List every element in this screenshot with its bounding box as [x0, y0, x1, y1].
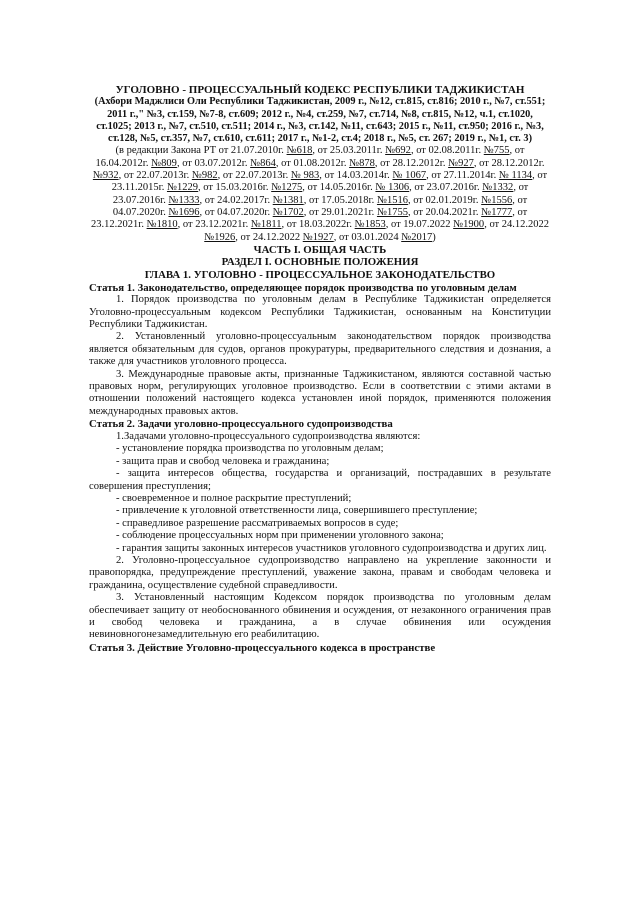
amendment-law-link[interactable]: №1810	[146, 219, 178, 231]
article-paragraph: 3. Международные правовые акты, признанные Таджикистаном, являются составной частью правовых норм, регулирующих уголовное производство. Если в соответствии с этими актами в отношении положений настоящего кодекса установлен иной порядок, применяются положения международных правовых актов.	[89, 368, 551, 417]
amendment-date: от 03.01.2024	[336, 231, 402, 243]
chapter-heading: ГЛАВА 1. УГОЛОВНО - ПРОЦЕССУАЛЬНОЕ ЗАКОНОДАТЕЛЬСТВО	[144, 269, 496, 282]
amendment-date: от 19.07.2022	[388, 219, 454, 231]
amendment-law-link[interactable]: №809	[151, 157, 177, 169]
amendment-date: от 04.07.2020г.	[202, 206, 273, 218]
amendment-date: от 24.12.2022	[237, 231, 303, 243]
amendment-law-link[interactable]: №2017	[401, 231, 433, 243]
amendment-law-link[interactable]: № 983	[290, 170, 320, 182]
amendment-date: от 24.02.2017г.	[202, 194, 273, 206]
amendment-law-link[interactable]: №1516	[376, 194, 408, 206]
amendment-law-link[interactable]: №755	[483, 145, 510, 157]
article-heading: Статья 3. Действие Уголовно-процессуального кодекса в пространстве	[89, 641, 436, 654]
amendment-date: от 22.07.2013г.	[220, 170, 291, 182]
amendment-law-link[interactable]: №1702	[272, 206, 304, 218]
amendment-law-link[interactable]: № 1306	[375, 182, 410, 194]
article-paragraph: 1. Порядок производства по уголовным делам в Республике Таджикистан определяется Уголовно-процессуальным кодексом Республики Таджикистан, основанным на Конституции Республики Таджикистан.	[89, 294, 551, 331]
amendment-date: от 17.05.2018г.	[306, 194, 377, 206]
amendment-date: от 02.01.2019г.	[410, 194, 482, 206]
amendment-items: от 21.07.2010г. №618, от 25.03.2011г. №692, от 02.08.2011г. №755, от 16.04.2012г. №809, от 03.07.2012г. №864, от 01.08.2012г. №878, от 28.12.2012г. №927, от 28.12.2012г. №932, от 22.07.2013г. №982, от 22.07.2013г. № 983, от 14.03.2014г. № 1067, от 27.11.2014г. № 1134, от 23.11.2015г. №1229, от 15.03.2016г. №1275, от 14.05.2016г. № 1306, от 23.07.2016г. №1332, от 23.07.2016г. №1333, от 24.02.2017г. №1381, от 17.05.2018г. №1516, от 02.01.2019г. №1556, от 04.07.2020г. №1696, от 04.07.2020г. №1702, от 29.01.2021г. №1755, от 20.04.2021г. №1777, от 23.12.2021г. №1810, от 23.12.2021г. №1811, от 18.03.2022г. №1853, от 19.07.2022 №1900, от 24.12.2022 №1926, от 24.12.2022 №1927, от 03.01.2024 №2017	[90, 145, 550, 243]
article-heading: Статья 1. Законодательство, определяющее порядок производства по уголовным делам	[89, 281, 517, 294]
article-3	[89, 642, 551, 655]
amendment-date: от 23.12.2021г.	[180, 219, 251, 231]
amendments-prefix: (в редакции Закона РТ	[115, 145, 216, 157]
amendment-date: от 01.08.2012г.	[278, 157, 350, 169]
amendment-date: от 23.12.2021г.	[90, 206, 528, 231]
amendment-date: от 29.01.2021г.	[306, 206, 377, 218]
amendment-date: от 20.04.2021г.	[410, 206, 482, 218]
amendment-law-link[interactable]: №1811	[250, 219, 282, 231]
list-item: - справедливое разрешение рассматриваемых вопросов в суде;	[116, 517, 399, 529]
amendment-date: от 02.08.2011г.	[413, 145, 484, 157]
article-heading: Статья 2. Задачи уголовно-процессуального судопроизводства	[89, 418, 393, 431]
amendment-law-link[interactable]: № 1067	[392, 170, 427, 182]
amendment-law-link[interactable]: №1926	[204, 231, 236, 243]
amendment-date: от 23.07.2016г.	[112, 182, 529, 206]
amendment-law-link[interactable]: №1696	[168, 206, 200, 218]
amendment-date: от 03.07.2012г.	[179, 157, 251, 169]
amendment-date: от 14.05.2016г.	[304, 182, 376, 194]
amendment-law-link[interactable]: №864	[250, 157, 276, 169]
amendment-law-link[interactable]: №878	[349, 157, 375, 169]
publication-references: (Ахбори Маджлиси Оли Республики Таджикистан, 2009 г., №12, ст.815, ст.816; 2010 г., №7, ст.551; 2011 г.," №3, ст.159, №7-8, ст.609; 2012 г., №4, ст.259, №7, ст.714, №8, ст.815, №12, ч.1, ст.1020, ст.1025; 2013 г., №7, ст.510, ст.511; 2014 г., №3, ст.142, №11, ст.643; 2015 г., №11, ст.950; 2016 г., №3, ст.128, №5, ст.357, №7, ст.610, ст.611; 2017 г., №1-2, ст.4; 2018 г., №5, ст. 267; 2019 г., №1, ст. 3)	[94, 96, 546, 145]
document-title: УГОЛОВНО - ПРОЦЕССУАЛЬНЫЙ КОДЕКС РЕСПУБЛИКИ ТАДЖИКИСТАН	[115, 84, 525, 96]
amendment-date: от 28.12.2012г.	[377, 157, 449, 169]
article-paragraph: 1.Задачами уголовно-процессуального судопроизводства являются:	[116, 430, 421, 442]
amendment-law-link[interactable]: №1927	[302, 231, 334, 243]
list-item: - защита интересов общества, государства и организаций, пострадавших в результате совершения преступления;	[89, 468, 551, 492]
list-item: - своевременное и полное раскрытие преступлений;	[116, 492, 352, 504]
amendment-date: от 15.03.2016г.	[200, 182, 272, 194]
list-item: - соблюдение процессуальных норм при применении уголовного закона;	[116, 530, 444, 542]
article-paragraph: 2. Установленный уголовно-процессуальным законодательством порядок производства является обязательным для судов, органов прокуратуры, предварительного следствия и дознания, а также для участников уголовного процесса.	[89, 331, 551, 368]
amendment-date: от 21.07.2010г.	[218, 145, 287, 157]
amendment-law-link[interactable]: №1275	[271, 182, 303, 194]
list-item: - установление порядка производства по уголовным делам;	[116, 443, 384, 455]
list-item: - гарантия защиты законных интересов участников уголовного судопроизводства и других лиц.	[116, 542, 547, 554]
amendment-law-link[interactable]: №1556	[481, 194, 513, 206]
amendment-date: от 22.07.2013г.	[121, 170, 192, 182]
amendment-law-link[interactable]: №1853	[354, 219, 386, 231]
amendment-law-link[interactable]: № 1134	[498, 170, 533, 182]
amendment-date: от 18.03.2022г.	[284, 219, 355, 231]
amendments-suffix: )	[432, 231, 436, 243]
amendment-date: от 25.03.2011г.	[314, 145, 386, 157]
amendment-law-link[interactable]: №692	[385, 145, 411, 157]
document-page	[89, 84, 551, 654]
article-1	[89, 282, 551, 419]
amendment-law-link[interactable]: №1229	[166, 182, 198, 194]
amendment-date: от 23.07.2016г.	[411, 182, 483, 194]
article-paragraph: 3. Установленный настоящим Кодексом порядок производства по уголовным делам обеспечивает защиту от необоснованного обвинения и осуждения, от незаконного ограничения прав и свобод человека и гражданина, а в случае обвинения или осуждения невиновногонезамедлительную его реабилитацию.	[89, 592, 551, 641]
amendments-list	[89, 145, 551, 243]
amendment-date: от 23.11.2015г.	[111, 170, 548, 194]
article-paragraph: 2. Уголовно-процессуальное судопроизводство направлено на укрепление законности и правопорядка, предупреждение преступлений, уважение закона, правам и свободам человека и гражданина, осуществление судебной справедливости.	[89, 554, 551, 591]
section-heading: РАЗДЕЛ I. ОСНОВНЫЕ ПОЛОЖЕНИЯ	[221, 256, 419, 269]
part-heading: ЧАСТЬ I. ОБЩАЯ ЧАСТЬ	[253, 243, 387, 256]
amendment-law-link[interactable]: №927	[448, 157, 474, 169]
article-2	[89, 418, 551, 642]
amendment-law-link[interactable]: №932	[92, 170, 119, 182]
amendment-date: от 16.04.2012г.	[95, 145, 525, 169]
amendment-law-link[interactable]: №1381	[272, 194, 304, 206]
amendment-law-link[interactable]: №1333	[168, 194, 200, 206]
amendment-date: от 14.03.2014г.	[321, 170, 393, 182]
amendment-law-link[interactable]: №1332	[482, 182, 514, 194]
amendment-date: от 27.11.2014г.	[428, 170, 499, 182]
amendment-date: от 28.12.2012г.	[476, 157, 545, 169]
amendment-date: от 24.12.2022	[486, 219, 550, 231]
list-item: - привлечение к уголовной ответственности лица, совершившего преступление;	[116, 505, 478, 517]
amendment-law-link[interactable]: №1755	[376, 206, 408, 218]
amendment-law-link[interactable]: №1900	[453, 219, 485, 231]
amendment-date: от 04.07.2020г.	[112, 194, 528, 218]
list-item: - защита прав и свобод человека и гражданина;	[116, 455, 330, 467]
amendment-law-link[interactable]: №1777	[481, 206, 513, 218]
amendment-law-link[interactable]: №982	[191, 170, 218, 182]
amendment-law-link[interactable]: №618	[286, 145, 313, 157]
